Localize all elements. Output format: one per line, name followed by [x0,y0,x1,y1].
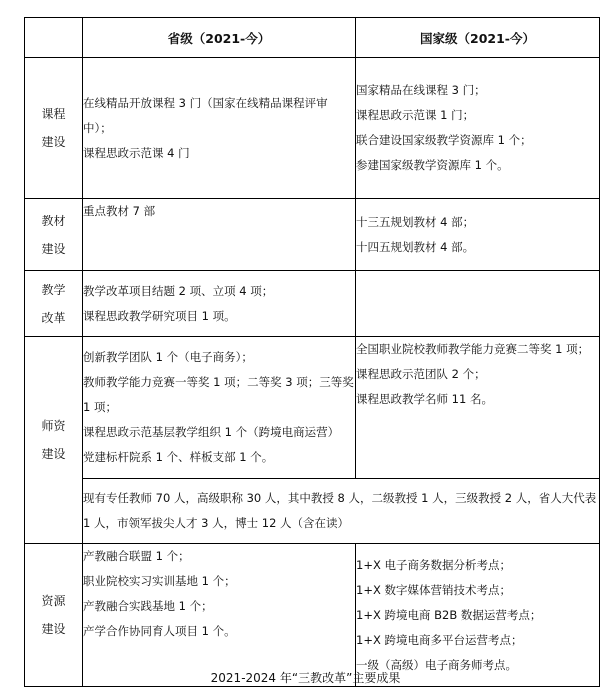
textbook-provincial: 重点教材 7 部 [83,199,356,271]
reform-national [356,271,600,337]
row-faculty-summary [25,479,600,544]
resources-national: 1+X 电子商务数据分析考点； 1+X 数字媒体营销技术考点； 1+X 跨境电商 B2B 数据运营考点； 1+X 跨境电商多平台运营考点； 一级（高级）电子商务师考点。 [356,544,600,687]
row-label-resources: 资源 建设 [25,544,83,687]
row-label-textbook: 教材 建设 [25,199,83,271]
table-caption: 2021-2024 年“三教改革”主要成果 [210,671,401,685]
row-resources [25,544,600,687]
faculty-provincial: 创新教学团队 1 个（电子商务）； 教师教学能力竞赛一等奖 1 项；二等奖 3 项；三等奖 1 项； 课程思政示范基层教学组织 1 个（跨境电商运营） 党建标杆院系 1 个、样板支部 1 个。 [83,337,356,479]
textbook-national: 十三五规划教材 4 部； 十四五规划教材 4 部。 [356,199,600,271]
reform-provincial: 教学改革项目结题 2 项、立项 4 项； 课程思政教学研究项目 1 项。 [83,271,356,337]
course-provincial: 在线精品开放课程 3 门（国家在线精品课程评审中）； 课程思政示范课 4 门 [83,58,356,199]
header-blank [25,18,83,58]
faculty-summary: 现有专任教师 70 人，高级职称 30 人，其中教授 8 人，二级教授 1 人，三级教授 2 人，省人大代表 1 人，市领军拔尖人才 3 人，博士 12 人（含在读） [83,479,600,544]
course-national: 国家精品在线课程 3 门； 课程思政示范课 1 门； 联合建设国家级教学资源库 1 个； 参建国家级教学资源库 1 个。 [356,58,600,199]
row-textbook [25,199,600,271]
header-row [25,18,600,58]
row-course [25,58,600,199]
row-label-faculty: 师资 建设 [25,337,83,544]
achievements-table [24,17,600,687]
header-national: 国家级（2021-今） [356,18,600,58]
row-label-teaching-reform: 教学 改革 [25,271,83,337]
row-faculty [25,337,600,479]
faculty-national: 全国职业院校教师教学能力竞赛二等奖 1 项； 课程思政示范团队 2 个； 课程思政教学名师 11 名。 [356,337,600,479]
resources-provincial: 产教融合联盟 1 个； 职业院校实习实训基地 1 个； 产教融合实践基地 1 个； 产学合作协同育人项目 1 个。 [83,544,356,687]
row-teaching-reform [25,271,600,337]
header-provincial: 省级（2021-今） [83,18,356,58]
row-label-course: 课程 建设 [25,58,83,199]
